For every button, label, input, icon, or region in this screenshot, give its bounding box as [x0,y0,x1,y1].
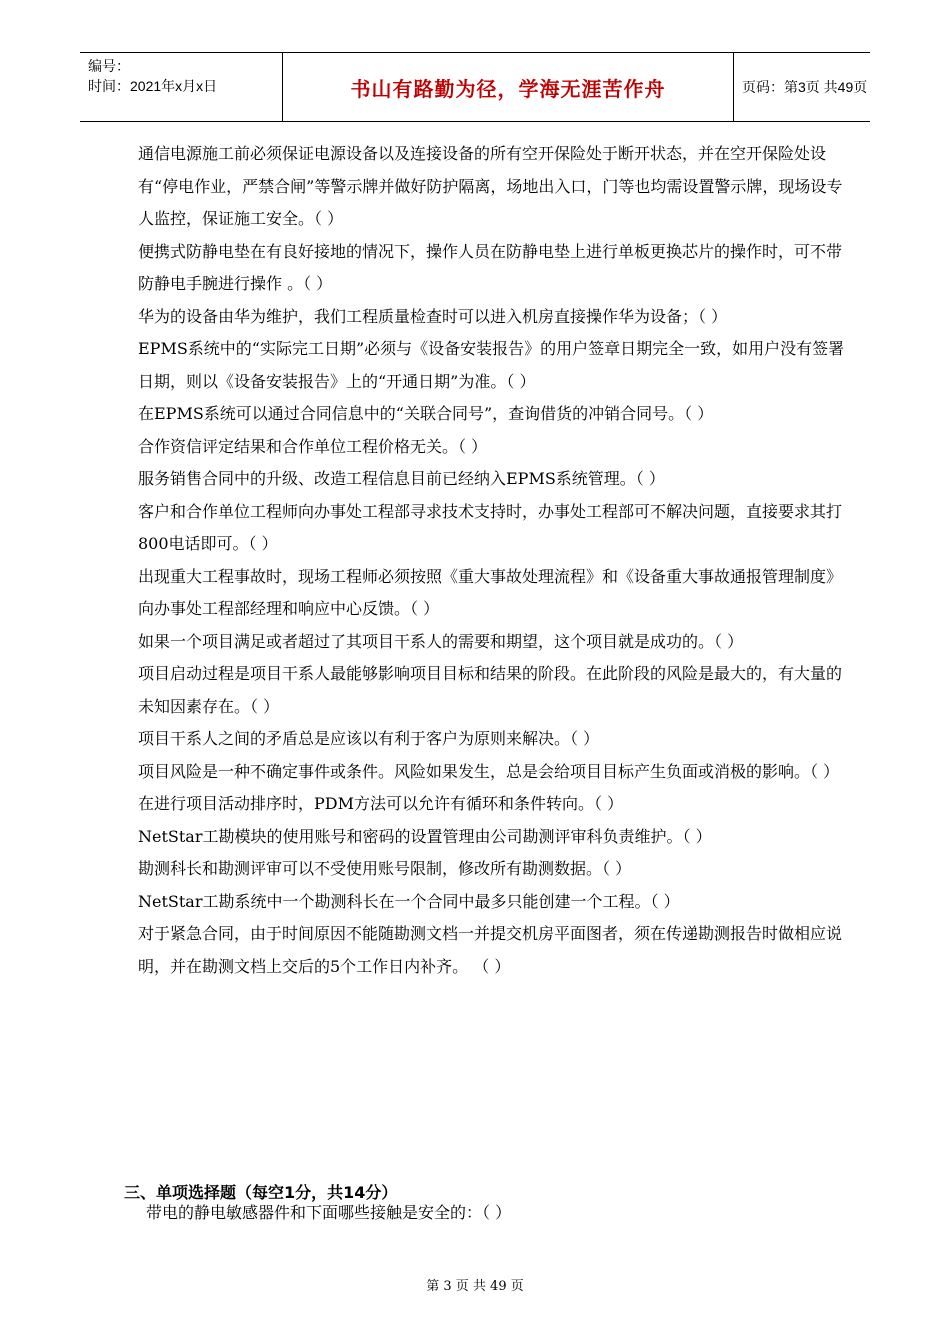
question-item: 便携式防静电垫在有良好接地的情况下，操作人员在防静电垫上进行单板更换芯片的操作时，可不带防静电手腕进行操作 。（ ） [138,241,843,293]
header-page-code: 页码：第3页 共49页 [742,79,868,95]
question-item: EPMS系统中的“实际完工日期”必须与《设备安装报告》的用户签章日期完全一致，如用户没有签署日期，则以《设备安装报告》上的“开通日期”为准。（ ） [138,339,845,391]
question-item: NetStar工勘系统中一个勘测科长在一个合同中最多只能创建一个工程。（ ） [138,891,680,911]
question-item: 通信电源施工前必须保证电源设备以及连接设备的所有空开保险处于断开状态，并在空开保险处设有“停电作业，严禁合闸”等警示牌并做好防护隔离，场地出入口，门等也均需设置警示牌，现场设专人监控，保证施工安全。（ ） [138,144,843,228]
question-item: NetStar工勘模块的使用账号和密码的设置管理由公司勘测评审科负责维护。（ ） [138,826,712,846]
question-item: 华为的设备由华为维护，我们工程质量检查时可以进入机房直接操作华为设备；（ ） [138,306,728,326]
question-item: 在进行项目活动排序时，PDM方法可以允许有循环和条件转向。（ ） [138,794,624,813]
question-item: 对于紧急合同，由于时间原因不能随勘测文档一并提交机房平面图者，须在传递勘测报告时做相应说明，并在勘测文档上交后的5个工作日内补齐。 （ ） [138,924,843,976]
question-item: 如果一个项目满足或者超过了其项目干系人的需要和期望，这个项目就是成功的。（ ） [138,631,744,651]
question-item: 服务销售合同中的升级、改造工程信息目前已经纳入EPMS系统管理。（ ） [138,469,665,488]
section-title: 三、单项选择题（每空1分，共14分） [124,1183,398,1202]
question-item: 项目启动过程是项目干系人最能够影响项目目标和结果的阶段。在此阶段的风险是最大的，有大量的未知因素存在。（ ） [138,664,843,716]
document-time-label: 时间：2021年x月x日 [88,78,218,94]
document-number-label: 编号： [88,58,130,74]
header-motto: 书山有路勤为径，学海无涯苦作舟 [350,76,666,101]
question-item: 合作资信评定结果和合作单位工程价格无关。（ ） [138,436,488,456]
true-false-questions [138,138,850,983]
page-footer: 第 3 页 共 49 页 [426,1279,524,1294]
section-question: 带电的静电敏感器件和下面哪些接触是安全的：（ ） [146,1203,512,1222]
question-item: 勘测科长和勘测评审可以不受使用账号限制，修改所有勘测数据。（ ） [138,859,632,878]
question-item: 出现重大工程事故时，现场工程师必须按照《重大事故处理流程》和《设备重大事故通报管理制度》向办事处工程部经理和响应中心反馈。（ ） [138,566,843,618]
question-item: 客户和合作单位工程师向办事处工程部寻求技术支持时，办事处工程部可不解决问题，直接要求其打800电话即可。（ ） [138,501,843,553]
header-meta [80,53,280,124]
question-item: 在EPMS系统可以通过合同信息中的“关联合同号”，查询借货的冲销合同号。（ ） [138,404,714,423]
question-item: 项目风险是一种不确定事件或条件。风险如果发生，总是会给项目目标产生负面或消极的影响。（ ） [138,761,840,781]
question-item: 项目干系人之间的矛盾总是应该以有利于客户为原则来解决。（ ） [138,729,600,748]
page-header [80,52,870,122]
header-motto-cell [282,53,734,121]
